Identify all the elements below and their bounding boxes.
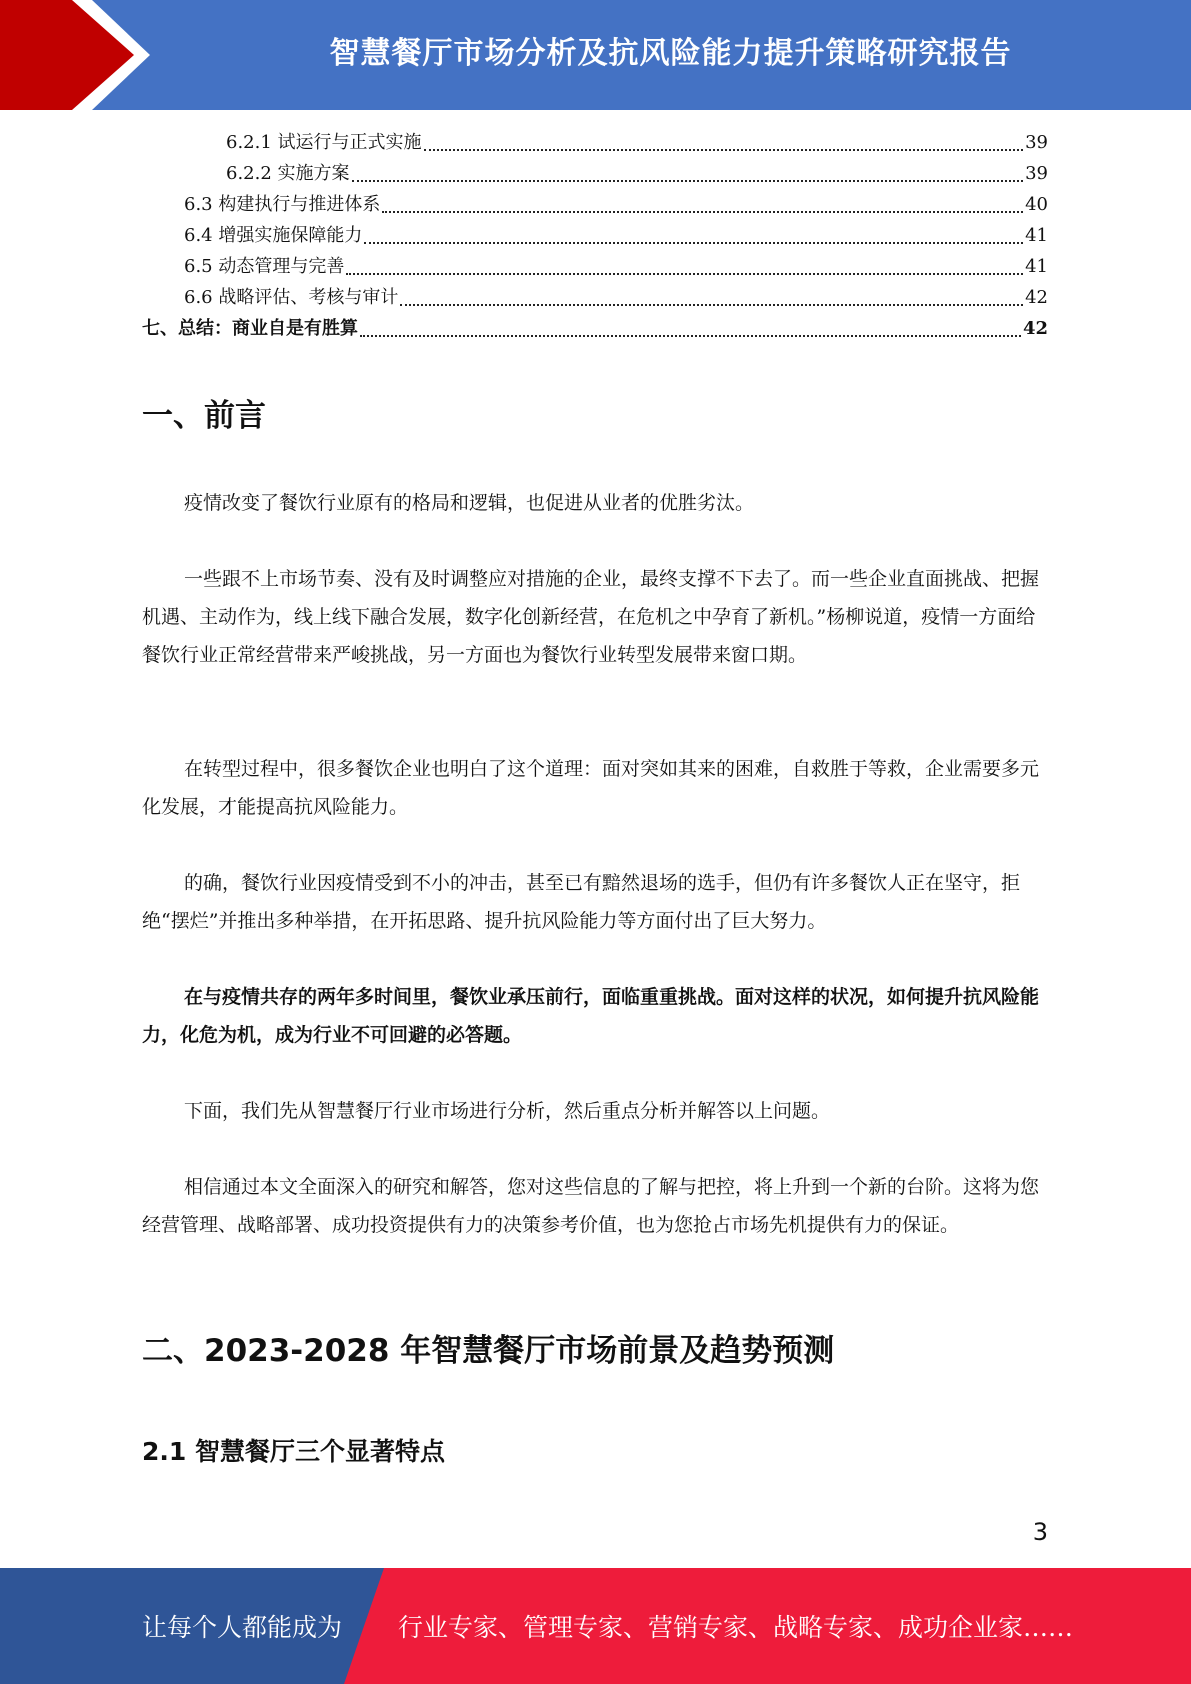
footer-slogan-right: 行业专家、管理专家、营销专家、战略专家、成功企业家…… [398, 1613, 1074, 1642]
toc-entry-page: 41 [1025, 225, 1048, 246]
toc-entry[interactable] [142, 283, 1048, 314]
toc-leader-dots [346, 273, 1023, 275]
toc-entry-label: 6.2.2 实施方案 [226, 163, 350, 184]
footer-slogan-left: 让每个人都能成为 [142, 1613, 343, 1642]
toc-entry-label: 6.5 动态管理与完善 [184, 256, 345, 277]
section-heading-forecast: 二、2023-2028 年智慧餐厅市场前景及趋势预测 [142, 1333, 835, 1369]
paragraph: 一些跟不上市场节奏、没有及时调整应对措施的企业，最终支撑不下去了。而一些企业直面挑战、把握机遇、主动作为，线上线下融合发展，数字化创新经营，在危机之中孕育了新机。”杨柳说道，疫情一方面给餐饮行业正常经营带来严峻挑战，另一方面也为餐饮行业转型发展带来窗口期。 [142, 568, 1040, 666]
toc-entry-label: 6.4 增强实施保障能力 [184, 225, 363, 246]
toc-entry-label: 6.6 战略评估、考核与审计 [184, 287, 399, 308]
toc-entry-page: 41 [1025, 256, 1048, 277]
paragraph: 在转型过程中，很多餐饮企业也明白了这个道理：面对突如其来的困难，自救胜于等救，企业需要多元化发展，才能提高抗风险能力。 [142, 758, 1040, 818]
toc-entry[interactable] [142, 252, 1048, 283]
toc-leader-dots [382, 211, 1023, 213]
toc-leader-dots [364, 242, 1023, 244]
toc-leader-dots [400, 304, 1023, 306]
table-of-contents [142, 128, 1048, 345]
toc-leader-dots [352, 180, 1024, 182]
document-title: 智慧餐厅市场分析及抗风险能力提升策略研究报告 [329, 36, 1012, 71]
paragraph: 相信通过本文全面深入的研究和解答，您对这些信息的了解与把控，将上升到一个新的台阶。这将为您经营管理、战略部署、成功投资提供有力的决策参考价值，也为您抢占市场先机提供有力的保证。 [142, 1176, 1040, 1236]
toc-entry-page: 40 [1025, 194, 1048, 215]
paragraph: 的确，餐饮行业因疫情受到不小的冲击，甚至已有黯然退场的选手，但仍有许多餐饮人正在坚守，拒绝“摆烂”并推出多种举措，在开拓思路、提升抗风险能力等方面付出了巨大努力。 [142, 872, 1021, 932]
page-number: 3 [1032, 1518, 1048, 1546]
toc-leader-dots [360, 335, 1021, 337]
toc-entry[interactable] [142, 159, 1048, 190]
toc-entry-page: 39 [1025, 132, 1048, 153]
paragraph: 疫情改变了餐饮行业原有的格局和逻辑，也促进从业者的优胜劣汰。 [184, 492, 755, 514]
toc-entry-page: 42 [1025, 287, 1048, 308]
subsection-heading: 2.1 智慧餐厅三个显著特点 [142, 1437, 445, 1466]
section-heading-preface: 一、前言 [142, 398, 266, 434]
toc-entry-label: 6.3 构建执行与推进体系 [184, 194, 381, 215]
page-header [0, 0, 1191, 110]
toc-entry[interactable] [142, 190, 1048, 221]
toc-entry-page: 42 [1022, 318, 1048, 339]
toc-entry-page: 39 [1025, 163, 1048, 184]
toc-entry[interactable] [142, 128, 1048, 159]
toc-leader-dots [424, 149, 1024, 151]
page-footer [0, 1568, 1191, 1684]
toc-entry-label: 6.2.1 试运行与正式实施 [226, 132, 422, 153]
paragraph: 下面，我们先从智慧餐厅行业市场进行分析，然后重点分析并解答以上问题。 [184, 1100, 831, 1122]
toc-entry-label: 七、总结：商业自是有胜算 [142, 318, 358, 339]
toc-entry[interactable] [142, 314, 1048, 345]
toc-entry[interactable] [142, 221, 1048, 252]
paragraph-emphasis: 在与疫情共存的两年多时间里，餐饮业承压前行，面临重重挑战。面对这样的状况，如何提升抗风险能力，化危为机，成为行业不可回避的必答题。 [142, 986, 1040, 1046]
